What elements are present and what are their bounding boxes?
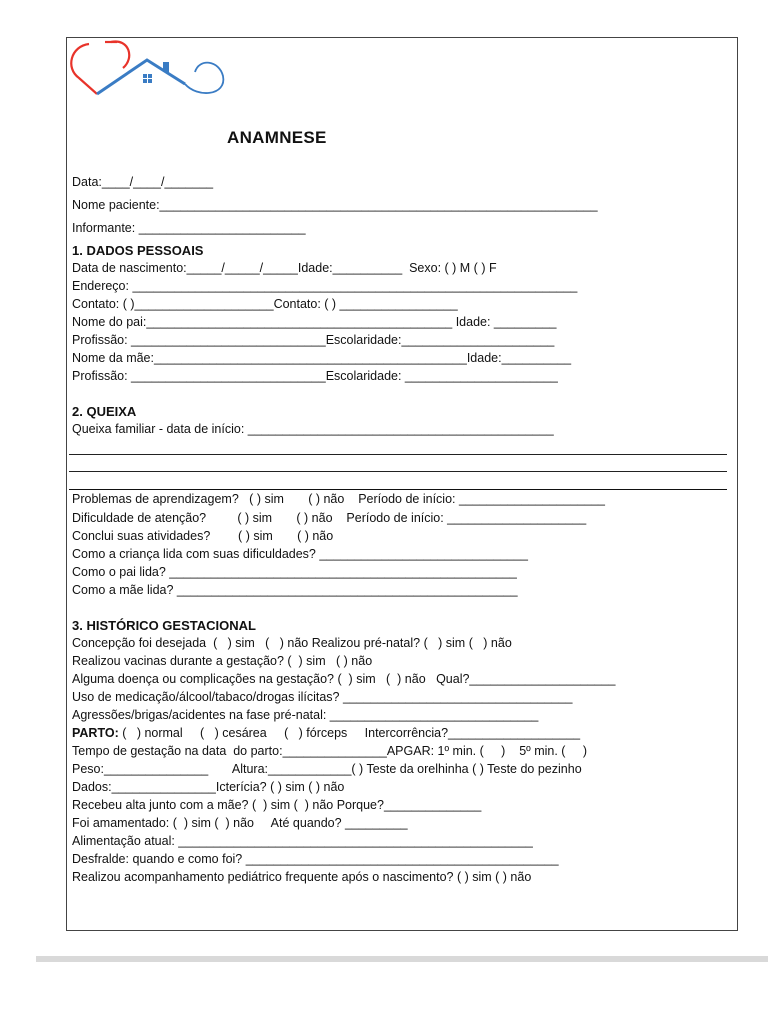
house-heart-logo [67, 38, 232, 108]
substance-use-field[interactable]: Uso de medicação/álcool/tabaco/drogas ilícitas? _________________________________ [72, 690, 573, 704]
father-name-field[interactable]: Nome do pai:____________________________________________ Idade: _________ [72, 315, 557, 329]
pediatric-followup-field[interactable]: Realizou acompanhamento pediátrico frequente após o nascimento? ( ) sim ( ) não [72, 870, 532, 884]
family-complaint-field[interactable]: Queixa familiar - data de início: ____________________________________________ [72, 422, 554, 436]
father-profession-field[interactable]: Profissão: ____________________________Escolaridade:______________________ [72, 333, 555, 347]
patient-name-field[interactable]: Nome paciente:_______________________________________________________________ [72, 198, 598, 212]
contact-field[interactable]: Contato: ( )____________________Contato: ( ) _________________ [72, 297, 458, 311]
completes-activities-field[interactable]: Conclui suas atividades? ( ) sim ( ) não [72, 529, 334, 543]
discharge-field[interactable]: Recebeu alta junto com a mãe? ( ) sim ( ) não Porque?______________ [72, 798, 482, 812]
learning-problems-field[interactable]: Problemas de aprendizagem? ( ) sim ( ) não Período de início: _____________________ [72, 492, 605, 506]
conception-field[interactable]: Concepção foi desejada ( ) sim ( ) não Realizou pré-natal? ( ) sim ( ) não [72, 636, 512, 650]
attention-difficulty-field[interactable]: Dificuldade de atenção? ( ) sim ( ) não Período de início: ____________________ [72, 511, 587, 525]
gestation-apgar-field[interactable]: Tempo de gestação na data do parto:_______________APGAR: 1º min. ( ) 5º min. ( ) [72, 744, 587, 758]
complaint-line[interactable] [69, 471, 727, 472]
toilet-training-field[interactable]: Desfralde: quando e como foi? _____________________________________________ [72, 852, 559, 866]
address-field[interactable]: Endereço: ________________________________________________________________ [72, 279, 578, 293]
complaint-line[interactable] [69, 489, 727, 490]
date-field[interactable]: Data:____/____/_______ [72, 175, 214, 189]
page-divider [36, 956, 768, 962]
mother-copes-field[interactable]: Como a mãe lida? _________________________________________________ [72, 583, 518, 597]
father-copes-field[interactable]: Como o pai lida? __________________________________________________ [72, 565, 517, 579]
section-3-heading: 3. HISTÓRICO GESTACIONAL [72, 618, 256, 633]
informant-field[interactable]: Informante: ________________________ [72, 221, 306, 235]
pregnancy-illness-field[interactable]: Alguma doença ou complicações na gestação? ( ) sim ( ) não Qual?_____________________ [72, 672, 616, 686]
mother-name-field[interactable]: Nome da mãe:_____________________________________________Idade:__________ [72, 351, 572, 365]
breastfed-field[interactable]: Foi amamentado: ( ) sim ( ) não Até quando? _________ [72, 816, 408, 830]
jaundice-field[interactable]: Dados:_______________Icterícia? ( ) sim ( ) não [72, 780, 345, 794]
form-title: ANAMNESE [227, 128, 327, 147]
section-2-heading: 2. QUEIXA [72, 404, 137, 419]
birth-date-age-sex-field[interactable]: Data de nascimento:_____/_____/_____Idade:__________ Sexo: ( ) M ( ) F [72, 261, 497, 275]
child-copes-field[interactable]: Como a criança lida com suas dificuldades? ______________________________ [72, 547, 528, 561]
vaccines-field[interactable]: Realizou vacinas durante a gestação? ( ) sim ( ) não [72, 654, 373, 668]
delivery-type-field[interactable] [72, 726, 580, 741]
form-sheet [66, 37, 738, 931]
mother-profession-field[interactable]: Profissão: ____________________________Escolaridade: ______________________ [72, 369, 558, 383]
section-1-heading: 1. DADOS PESSOAIS [72, 243, 204, 258]
current-feeding-field[interactable]: Alimentação atual: ___________________________________________________ [72, 834, 533, 848]
prenatal-aggression-field[interactable]: Agressões/brigas/acidentes na fase pré-natal: ______________________________ [72, 708, 539, 722]
parto-label: PARTO: [72, 726, 119, 740]
complaint-line[interactable] [69, 454, 727, 455]
weight-height-tests-field[interactable]: Peso:_______________ Altura:____________( ) Teste da orelhinha ( ) Teste do pezinho [72, 762, 582, 776]
delivery-options[interactable]: ( ) normal ( ) cesárea ( ) fórceps Intercorrência?___________________ [118, 726, 581, 740]
